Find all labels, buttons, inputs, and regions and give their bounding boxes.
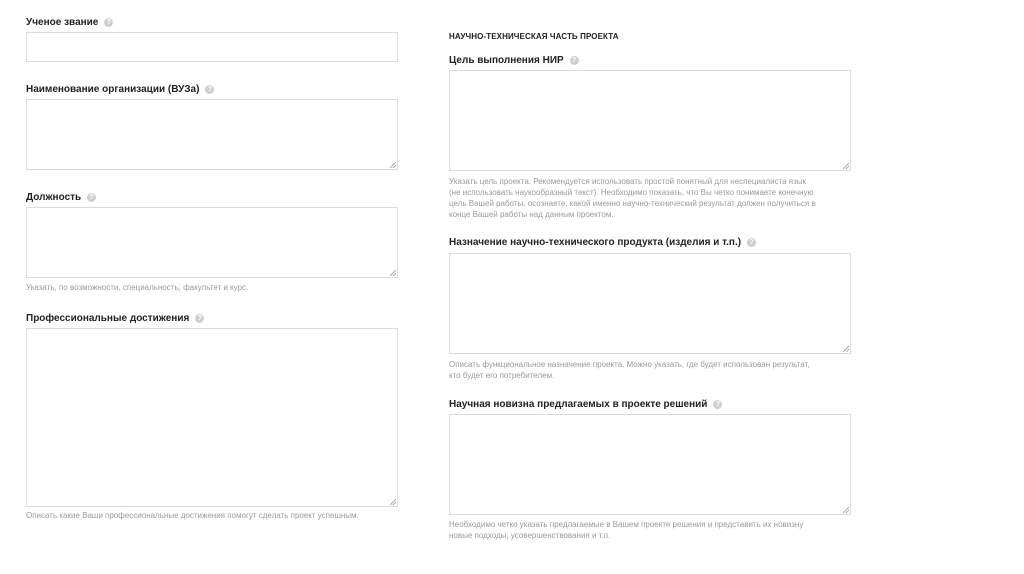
goal-label — [449, 55, 579, 66]
goal-hint-line: цель Вашей работы, осознаете, какой именно научно-технический результат должен получиться в — [449, 199, 816, 208]
achievements-textarea[interactable] — [26, 328, 398, 507]
organization-label — [26, 84, 214, 95]
purpose-hint-line: Описать функциональное назначение проекта. Можно указать, где будет использован результат, — [449, 360, 810, 369]
achievements-label-text: Профессиональные достижения — [26, 313, 190, 324]
goal-hint-line: конце Вашей работы над данным проектом. — [449, 210, 614, 219]
purpose-label-text: Назначение научно-технического продукта (изделия и т.п.) — [449, 237, 742, 248]
question-circle-icon[interactable]: ? — [570, 56, 579, 65]
purpose-hint — [449, 359, 859, 381]
position-hint: Указать, по возможности, специальность, факультет и курс. — [26, 283, 249, 292]
goal-hint-line: (не использовать наукообразный текст). Необходимо показать, что Вы четко понимаете конечную — [449, 188, 814, 197]
question-circle-icon[interactable]: ? — [747, 238, 756, 247]
resize-handle-icon[interactable] — [843, 346, 849, 352]
position-label — [26, 192, 96, 203]
achievements-label — [26, 313, 204, 324]
novelty-label — [449, 399, 722, 410]
academic-title-input[interactable] — [26, 32, 398, 62]
achievements-hint: Описать какие Ваши профессиональные достижения помогут сделать проект успешным. — [26, 511, 359, 520]
novelty-hint-line: Необходимо четко указать предлагаемые в Вашем проекте решения и представить их новизну — [449, 520, 804, 529]
goal-label-text: Цель выполнения НИР — [449, 55, 564, 66]
organization-label-text: Наименование организации (ВУЗа) — [26, 84, 200, 95]
purpose-textarea[interactable] — [449, 253, 851, 354]
question-circle-icon[interactable]: ? — [713, 400, 722, 409]
resize-handle-icon[interactable] — [843, 507, 849, 513]
organization-textarea[interactable] — [26, 99, 398, 170]
goal-hint — [449, 176, 859, 220]
goal-hint-line: Указать цель проекта. Рекомендуется использовать простой понятный для неспециалиста язык — [449, 177, 807, 186]
resize-handle-icon[interactable] — [390, 162, 396, 168]
resize-handle-icon[interactable] — [390, 270, 396, 276]
section-title: НАУЧНО-ТЕХНИЧЕСКАЯ ЧАСТЬ ПРОЕКТА — [449, 32, 619, 41]
position-label-text: Должность — [26, 192, 82, 203]
question-circle-icon[interactable]: ? — [87, 193, 96, 202]
novelty-textarea[interactable] — [449, 414, 851, 515]
novelty-hint — [449, 519, 859, 541]
question-circle-icon[interactable]: ? — [195, 314, 204, 323]
academic-title-label-text: Ученое звание — [26, 17, 99, 28]
goal-textarea[interactable] — [449, 70, 851, 171]
question-circle-icon[interactable]: ? — [104, 18, 113, 27]
question-circle-icon[interactable]: ? — [205, 85, 214, 94]
position-textarea[interactable] — [26, 207, 398, 278]
purpose-hint-line: кто будет его потребителем. — [449, 371, 555, 380]
resize-handle-icon[interactable] — [390, 499, 396, 505]
resize-handle-icon[interactable] — [843, 163, 849, 169]
novelty-label-text: Научная новизна предлагаемых в проекте решений — [449, 399, 708, 410]
academic-title-label — [26, 17, 113, 28]
novelty-hint-line: новые подходы, усовершенствования и т.п. — [449, 531, 611, 540]
purpose-label — [449, 237, 756, 248]
